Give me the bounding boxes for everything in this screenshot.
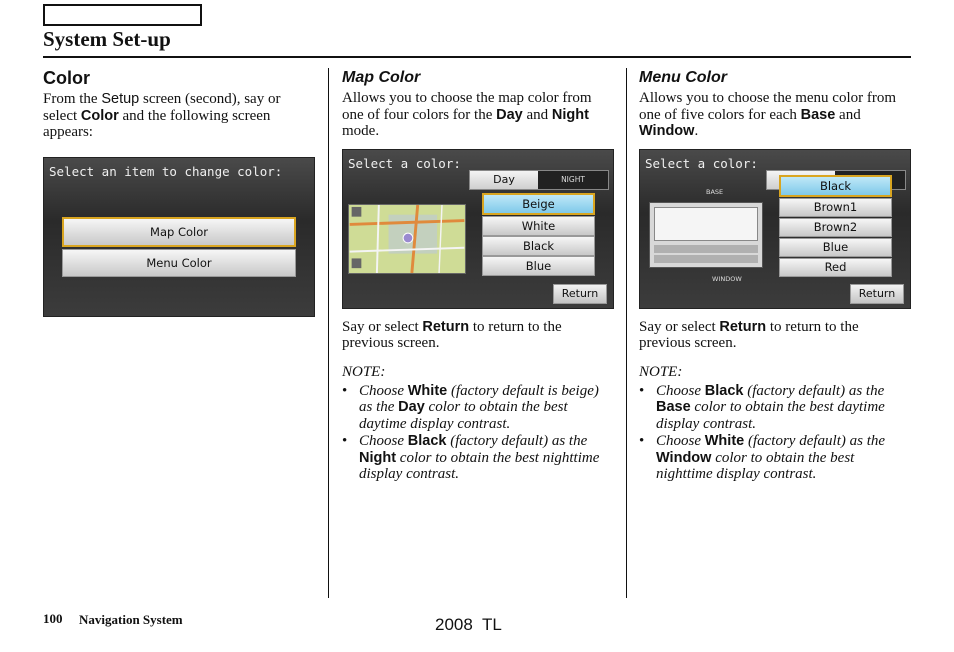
page-number: 100 (43, 611, 63, 626)
text-run: Choose (359, 433, 408, 449)
color-option-blue[interactable]: Blue (482, 256, 595, 276)
map-color-button[interactable]: Map Color (62, 217, 296, 247)
term-black: Black (407, 433, 447, 449)
map-preview (348, 204, 466, 274)
color-option-blue[interactable]: Blue (779, 238, 892, 257)
term-white: White (704, 433, 745, 449)
color-option-brown1[interactable]: Brown1 (779, 198, 892, 217)
text-run: and (835, 106, 861, 123)
tab-day[interactable]: Day (470, 171, 538, 189)
menu-color-section (639, 68, 911, 484)
screen-title: Select a color: (348, 155, 461, 171)
list-item: • Choose White (factory default is beige) as the Day color to obtain the best daytime display contrast. (342, 382, 599, 432)
preview-row (654, 255, 758, 263)
menu-color-screen-image (639, 149, 911, 309)
map-color-section (342, 68, 614, 484)
term-color: Color (80, 107, 119, 124)
tab-night[interactable]: NIGHT (538, 171, 608, 189)
term-day: Day (398, 399, 425, 415)
text-run: and the following screen appears: (43, 107, 271, 140)
color-screen-image (43, 157, 315, 317)
term-return: Return (719, 318, 767, 335)
text-run: to return to the previous screen. (639, 318, 859, 351)
note-label: NOTE: (639, 363, 683, 380)
column-divider (626, 68, 627, 598)
section-heading: Color (43, 68, 90, 88)
color-option-black[interactable]: Black (779, 175, 892, 197)
list-item: • Choose White (factory default) as the Window color to obtain the best nighttime display contrast. (639, 433, 886, 482)
section-heading: Map Color (342, 69, 421, 86)
color-option-brown2[interactable]: Brown2 (779, 218, 892, 237)
term-black: Black (704, 382, 744, 399)
description-paragraph (342, 90, 614, 140)
return-button[interactable]: Return (850, 284, 904, 304)
return-paragraph (639, 319, 911, 352)
term-base: Base (800, 106, 836, 123)
text-run: (factory default is beige) as the (359, 382, 599, 415)
base-label: BASE (706, 187, 724, 196)
text-run: Allows you to choose the map color from one of four colors for the (342, 90, 592, 123)
menu-preview (649, 202, 763, 268)
menu-color-button[interactable]: Menu Color (62, 249, 296, 277)
title-divider (43, 56, 911, 58)
text-run: . (694, 123, 699, 139)
text-run: to return to the previous screen. (342, 318, 562, 351)
screen-title: Select an item to change color: (49, 163, 283, 179)
color-option-beige[interactable]: Beige (482, 193, 595, 215)
text-run: Choose (656, 433, 705, 449)
text-run: color to obtain the best daytime display contrast. (359, 399, 568, 432)
description-paragraph (639, 90, 911, 140)
text-run: and (522, 106, 552, 123)
text-run: (factory default) as the (446, 433, 588, 449)
column-divider (328, 68, 329, 598)
footer-section: Navigation System (79, 612, 183, 627)
term-day: Day (496, 106, 523, 123)
header-tab-box (43, 4, 202, 26)
text-run: mode. (342, 123, 380, 139)
preview-row (654, 245, 758, 253)
term-setup: Setup (101, 91, 140, 107)
note-label: NOTE: (342, 363, 386, 380)
term-night: Night (551, 106, 589, 123)
text-run: Say or select (639, 318, 720, 335)
text-run: Say or select (342, 318, 423, 335)
return-paragraph (342, 319, 614, 352)
text-run: screen (second), say or select (43, 91, 281, 124)
text-run: (factory default) as the (743, 382, 885, 399)
term-window: Window (639, 123, 695, 139)
text-run: color to obtain the best nighttime display contrast. (359, 449, 600, 482)
preview-window (654, 207, 758, 241)
text-run: Choose (656, 382, 705, 399)
mode-tabs (469, 170, 609, 190)
term-night: Night (359, 449, 397, 466)
list-item: • Choose Black (factory default) as the Night color to obtain the best nighttime display contrast. (342, 433, 600, 482)
text-run: (factory default) as the (744, 433, 886, 449)
footer-model: 2008 TL (435, 615, 502, 634)
term-white: White (407, 382, 448, 399)
note-list (639, 383, 911, 483)
return-button[interactable]: Return (553, 284, 607, 304)
color-section (43, 68, 315, 327)
text-run: From the (43, 91, 102, 107)
section-heading: Menu Color (639, 69, 727, 86)
color-option-black[interactable]: Black (482, 236, 595, 256)
intro-paragraph (43, 91, 315, 141)
text-run: color to obtain the best nighttime display contrast. (656, 449, 855, 482)
window-label: WINDOW (712, 274, 742, 283)
text-run: color to obtain the best daytime display contrast. (656, 399, 885, 432)
color-option-red[interactable]: Red (779, 258, 892, 277)
page-title: System Set-up (43, 27, 171, 51)
text-run: Choose (359, 382, 408, 399)
map-graphic (349, 205, 465, 273)
screen-title: Select a color: (645, 155, 758, 171)
map-color-screen-image (342, 149, 614, 309)
list-item: • Choose Black (factory default) as the Base color to obtain the best daytime display contrast. (639, 382, 885, 432)
text-run: Allows you to choose the menu color from one of five colors for each (639, 90, 897, 123)
color-option-white[interactable]: White (482, 216, 595, 236)
note-list (342, 383, 614, 483)
term-base: Base (656, 399, 691, 415)
term-return: Return (422, 318, 470, 335)
term-window: Window (656, 449, 712, 466)
